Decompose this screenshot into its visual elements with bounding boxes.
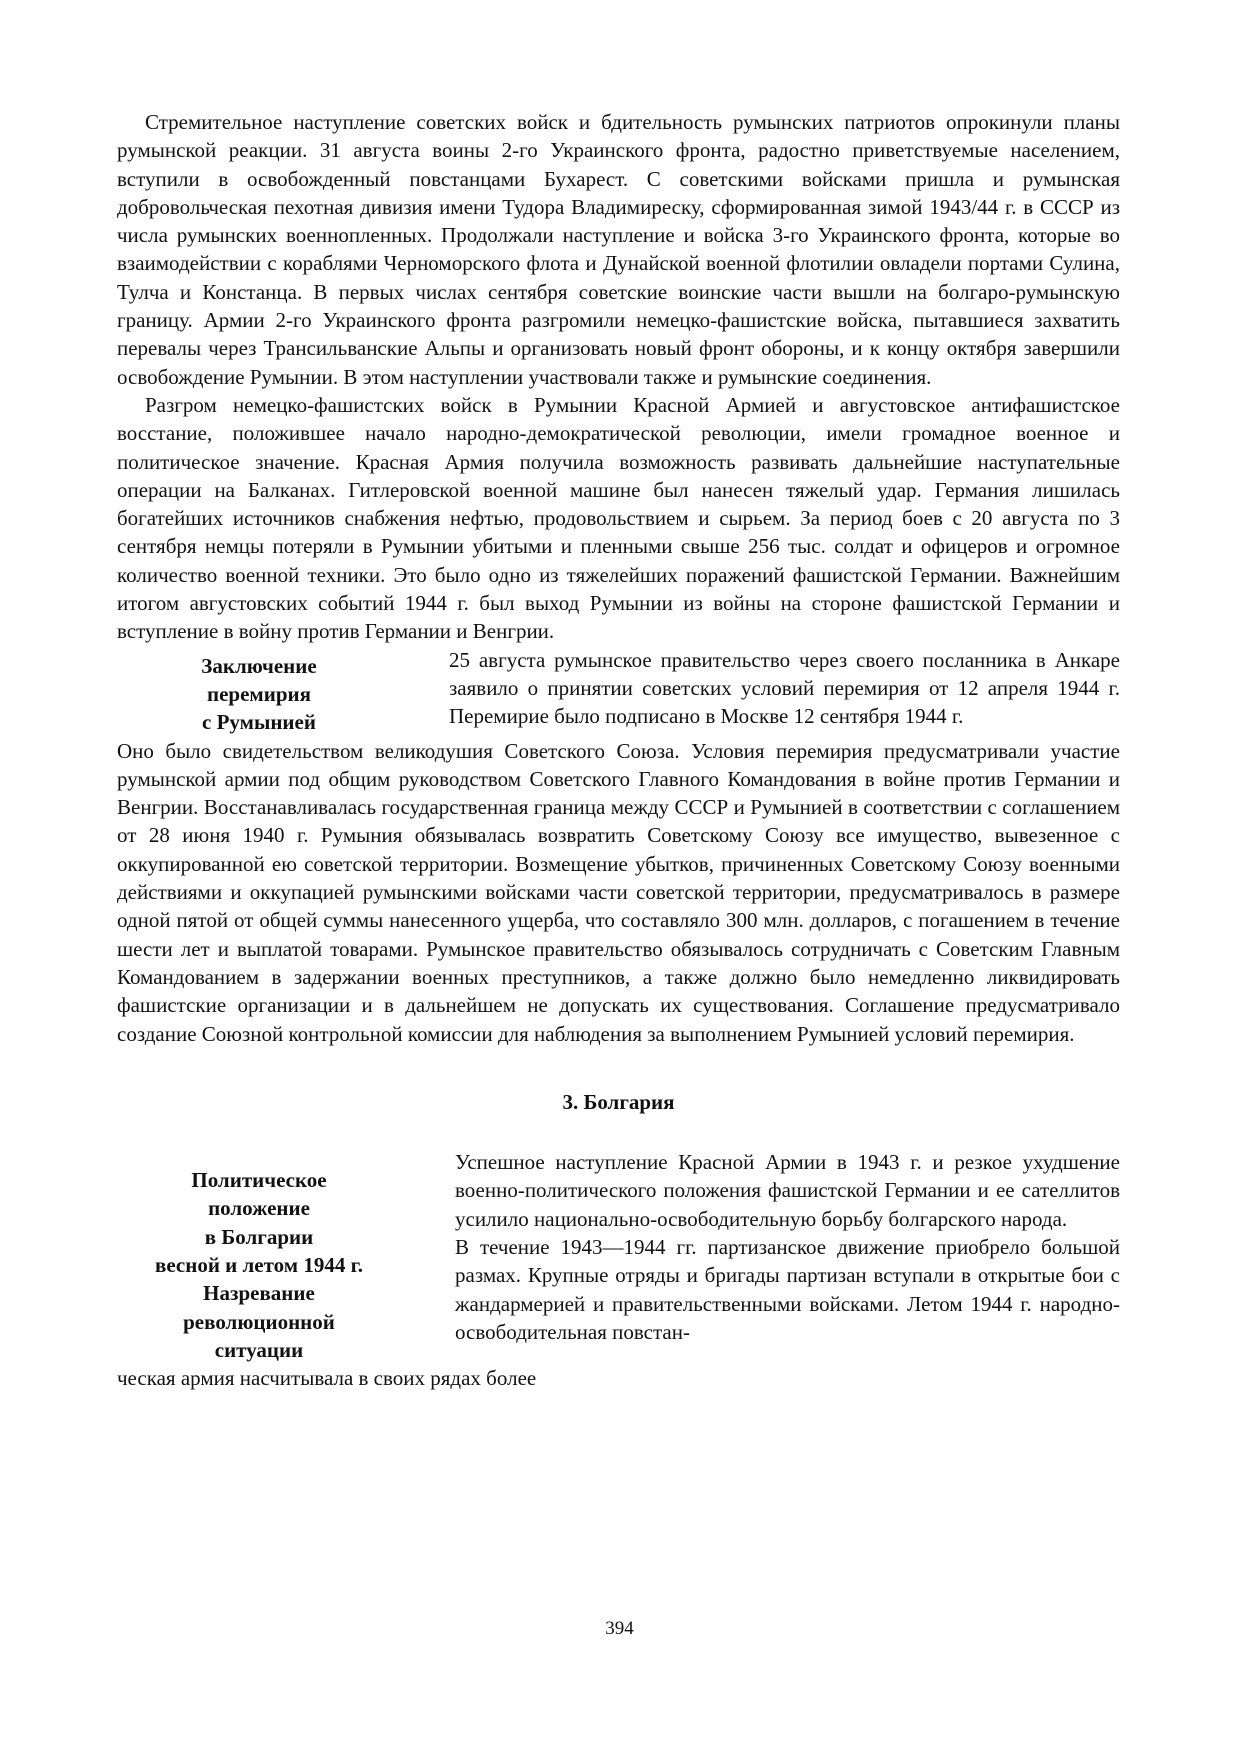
bulgaria-heading-line: в Болгарии [204, 1224, 314, 1249]
paragraph-armistice-intro: 25 августа румынское правительство через своего посланника в Анкаре заявило о принятии советских условий перемирия от 12 апреля 1944 г. Перемирие было подписано в Москве 12 сентября 1944 г. [449, 647, 1120, 729]
paragraph-defeat-significance: Разгром немецко-фашистских войск в Румынии Красной Армией и августовское антифашистское восстание, положившее начало народно-демократической революции, имели громадное военное и политическое значение. Красная Армия получила возможность развивать дальнейшие наступательные операции на Балканах. Гитлеровской военной машине был нанесен тяжелый удар. Германия лишилась богатейших источников снабжения нефтью, продовольствием и сырьем. За период боев с 20 августа по 3 сентября немцы потеряли в Румынии убитыми и пленными свыше 256 тыс. солдат и офицеров и огромное количество военной техники. Это было одно из тяжелейших поражений фашистской Германии. Важнейшим итогом августовских событий 1944 г. был выход Румынии из войны на стороне фашистской Германии и вступление в войну против Германии и Венгрии. [117, 392, 1120, 644]
armistice-heading-line: с Румынией [202, 710, 316, 735]
section-title: 3. Болгария [562, 1089, 675, 1114]
armistice-heading [117, 646, 449, 737]
paragraph-bulgaria-situation: Успешное наступление Красной Армии в 1943 г. и резкое ухудшение военно-политического положения фашистской Германии и ее сателлитов усилило национально-освободительную борьбу болгарского народа. [455, 1150, 1120, 1231]
bulgaria-heading-line: весной и летом 1944 г. [154, 1252, 363, 1277]
bulgaria-heading [117, 1148, 455, 1364]
armistice-block [117, 646, 1120, 737]
paragraph-advance: Стремительное наступление советских войск и бдительность румынских патриотов опрокинули планы румынской реакции. 31 августа воины 2-го Украинского фронта, радостно приветствуемые населением, вступили в освобожденный повстанцами Бухарест. С советскими войсками пришла и румынская добровольческая пехотная дивизия имени Тудора Владимиреску, сформированная зимой 1943/44 г. в СССР из числа румынских военнопленных. Продолжали наступление и войска 3-го Украинского фронта, которые во взаимодействии с кораблями Черноморского флота и Дунайской военной флотилии овладели портами Сулина, Тулча и Констанца. В первых числах сентября советские воинские части вышли на болгаро-румынскую границу. Армии 2-го Украинского фронта разгромили немецко-фашистские войска, пытавшиеся захватить перевалы через Трансильванские Альпы и организовать новый фронт обороны, и к концу октября завершили освобождение Румынии. В этом наступлении участвовали также и румынские соединения. [117, 110, 1120, 389]
bulgaria-heading-line: ситуации [214, 1337, 304, 1362]
paragraph-armistice-terms: Оно было свидетельством великодушия Советского Союза. Условия перемирия предусматривали участие румынской армии под общим руководством Советского Главного Командования в войне против Германии и Венгрии. Восстанавливалась государственная граница между СССР и Румынией в соответствии с соглашением от 28 июня 1940 г. Румыния обязывалась возвратить Советскому Союзу все имущество, вывезенное с оккупированной ею советской территории. Возмещение убытков, причиненных Советскому Союзу военными действиями и оккупацией румынскими войсками части советской территории, предусматривалось в размере одной пятой от общей суммы нанесенного ущерба, что составляло 300 млн. долларов, с погашением в течение шести лет и выплатой товарами. Румынское правительство обязывалось сотрудничать с Советским Главным Командованием в задержании военных преступников, а также должно было немедленно ликвидировать фашистские организации и в дальнейшем не допускать их существования. Соглашение предусматривало создание Союзной контрольной комиссии для наблюдения за выполнением Румынией условий перемирия. [117, 738, 1120, 1046]
bulgaria-heading-line: Назревание [203, 1281, 315, 1306]
bulgaria-heading-line: революционной [183, 1309, 335, 1334]
armistice-side-text [449, 646, 1120, 731]
bulgaria-heading-line: Политическое [191, 1168, 327, 1193]
paragraph-partisan-movement: В течение 1943—1944 гг. партизанское движение приобрело большой размах. Крупные отряды и бригады партизан вступали в открытые бои с жандармерией и правительственными войсками. Летом 1944 г. народно-освободительная повстан- [455, 1234, 1120, 1344]
bulgaria-heading-line: положение [208, 1196, 310, 1221]
bulgaria-block [117, 1148, 1120, 1364]
paragraph-bulgaria-continuation: ческая армия насчитывала в своих рядах более [117, 1366, 537, 1391]
page-body [117, 108, 1120, 1392]
bulgaria-side-text [455, 1148, 1120, 1346]
armistice-heading-line: Заключение [201, 653, 317, 678]
page-number: 394 [605, 1618, 634, 1639]
armistice-heading-line: перемирия [207, 681, 311, 706]
